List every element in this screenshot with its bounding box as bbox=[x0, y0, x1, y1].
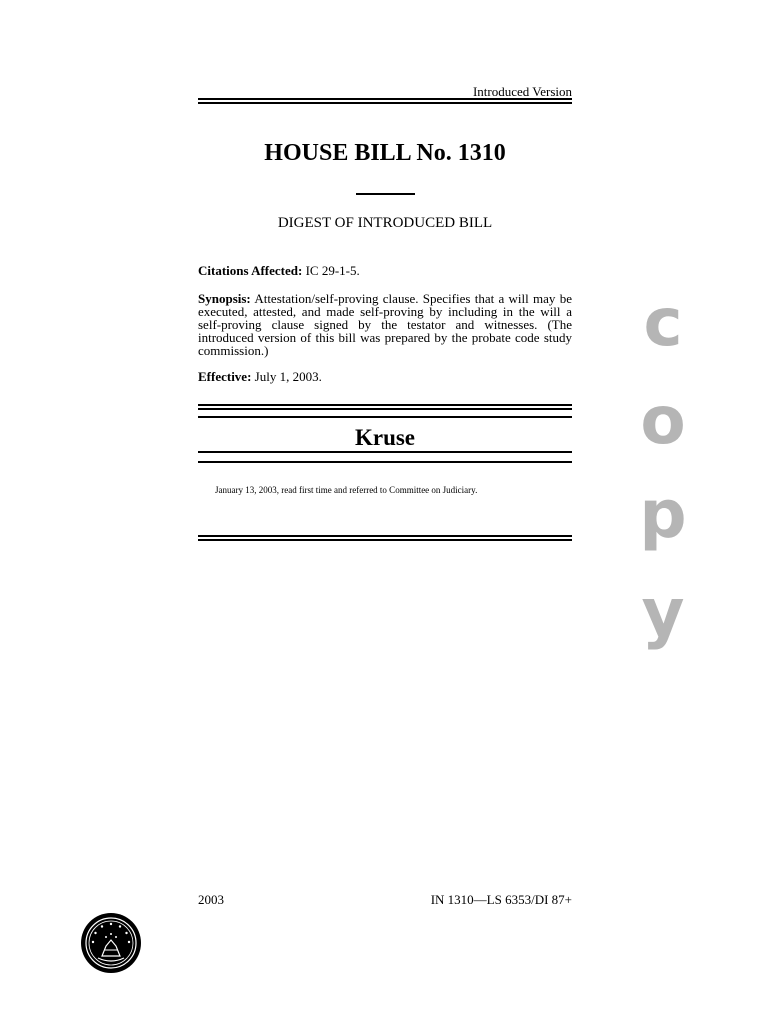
author-bottom-rule bbox=[198, 451, 572, 453]
header-rule bbox=[198, 98, 572, 104]
citations-affected bbox=[198, 264, 572, 277]
author-top-rule bbox=[198, 404, 572, 410]
bill-history: January 13, 2003, read first time and referred to Committee on Judiciary. bbox=[215, 485, 478, 495]
effective-label: Effective: bbox=[198, 369, 252, 384]
title-underline bbox=[356, 193, 415, 195]
watermark-letter-p: p bbox=[639, 476, 687, 553]
watermark-letter-o: o bbox=[640, 382, 686, 459]
footer-code: IN 1310—LS 6353/DI 87+ bbox=[430, 892, 572, 907]
digest-heading: DIGEST OF INTRODUCED BILL bbox=[277, 215, 493, 231]
watermark-letter-c: c bbox=[643, 284, 683, 361]
footer bbox=[198, 892, 572, 908]
watermark-letter-y: y bbox=[641, 574, 685, 651]
bill-author: Kruse bbox=[354, 425, 416, 450]
synopsis-label: Synopsis: bbox=[198, 291, 251, 306]
effective-date bbox=[198, 370, 572, 383]
author-rule bbox=[198, 416, 572, 418]
synopsis-text: Attestation/self-proving clause. Specifies that a will may be executed, attested, and made self-proving by including in the will a self-proving clause signed by the testator and witnesses. (The introduced version of this bill was prepared by the probate code study commission.) bbox=[198, 291, 572, 358]
effective-value: July 1, 2003. bbox=[254, 369, 322, 384]
synopsis bbox=[198, 292, 572, 357]
author-bottom-rule-2 bbox=[198, 461, 572, 463]
state-seal-icon bbox=[80, 912, 142, 974]
history-rule bbox=[198, 535, 572, 541]
bill-title: HOUSE BILL No. 1310 bbox=[264, 140, 506, 166]
version-label: Introduced Version bbox=[472, 84, 572, 99]
citations-value: IC 29-1-5. bbox=[305, 263, 360, 278]
citations-label: Citations Affected: bbox=[198, 263, 303, 278]
footer-year: 2003 bbox=[198, 892, 224, 907]
